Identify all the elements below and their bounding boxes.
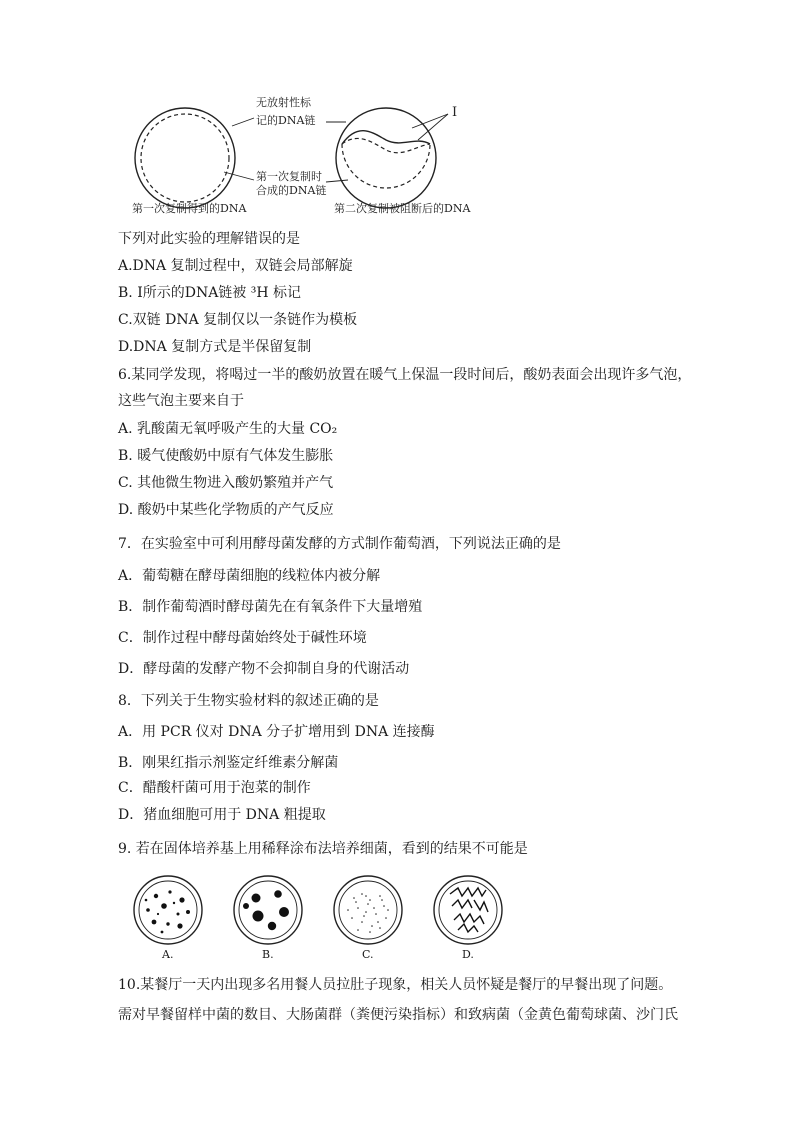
dish-label-a: A. [162,948,174,961]
caption-first-rep: 第一次复制得到的DNA [132,202,247,215]
leader-first-rep [224,172,254,180]
leader-roman-2 [418,114,448,140]
q7-stem: 7．在实验室中可利用酵母菌发酵的方式制作葡萄酒，下列说法正确的是 [118,536,561,552]
petri-dish-a [134,876,202,944]
q5-option-b: B. Ⅰ所示的DNA链被 ³H 标记 [118,285,302,301]
label-unlabeled-line1: 无放射性标 [256,96,311,109]
q6-option-d: D. 酸奶中某些化学物质的产气反应 [118,502,334,518]
q10-line1: 10.某餐厅一天内出现多名用餐人员拉肚子现象，相关人员怀疑是餐厅的早餐出现了问题。 [118,977,673,993]
q6-option-b: B. 暖气使酸奶中原有气体发生膨胀 [118,448,334,464]
bubble-strand-solid [342,131,430,144]
q8-option-d: D．猪血细胞可用于 DNA 粗提取 [118,807,326,823]
q8-option-b: B．刚果红指示剂鉴定纤维素分解菌 [118,755,339,771]
q8-option-a: A．用 PCR 仪对 DNA 分子扩增用到 DNA 连接酶 [118,724,435,740]
petri-dish-options [118,870,518,970]
q6-stem-line1: 6.某同学发现，将喝过一半的酸奶放置在暖气上保温一段时间后，酸奶表面会出现许多气泡， [118,367,692,383]
q7-option-d: D．酵母菌的发酵产物不会抑制自身的代谢活动 [118,661,410,677]
q7-option-b: B．制作葡萄酒时酵母菌先在有氧条件下大量增殖 [118,599,423,615]
q5-option-c: C.双链 DNA 复制仅以一条链作为模板 [118,312,358,328]
unlabeled-strand-left [135,108,235,208]
label-roman-i: Ⅰ [452,105,458,120]
label-first-rep-line1: 第一次复制时 [256,170,322,183]
petri-dish-d [434,876,502,944]
leader-right-inner [326,180,348,182]
q10-line2: 需对早餐留样中菌的数目、大肠菌群（粪便污染指标）和致病菌（金黄色葡萄球菌、沙门氏 [118,1007,678,1023]
dish-label-c: C. [362,948,374,961]
q9-stem: 9. 若在固体培养基上用稀释涂布法培养细菌，看到的结果不可能是 [118,841,528,857]
q6-option-c: C. 其他微生物进入酸奶繁殖并产气 [118,475,334,491]
q5-option-a: A.DNA 复制过程中，双链会局部解旋 [118,258,353,274]
label-first-rep-line2: 合成的DNA链 [256,184,327,197]
leader-roman-1 [412,114,448,128]
leader-unlabeled [232,118,254,126]
petri-dishes-svg [118,870,518,950]
q5-option-d: D.DNA 复制方式是半保留复制 [118,339,312,355]
q6-stem-line2: 这些气泡主要来自于 [118,393,244,409]
petri-dish-b [234,876,302,944]
q6-option-a: A. 乳酸菌无氧呼吸产生的大量 CO₂ [118,421,338,437]
label-unlabeled-line2: 记的DNA链 [256,114,316,127]
q7-option-a: A．葡萄糖在酵母菌细胞的线粒体内被分解 [118,568,381,584]
dish-label-b: B. [262,948,274,961]
first-rep-strand-left [141,114,229,202]
inner-strand-right [342,144,430,188]
dish-label-d: D. [462,948,474,961]
outer-strand-right [336,108,436,208]
caption-second-rep: 第二次复制被阻断后的DNA [334,202,471,215]
q8-stem: 8．下列关于生物实验材料的叙述正确的是 [118,693,379,709]
q8-option-c: C．醋酸杆菌可用于泡菜的制作 [118,780,311,796]
petri-dish-c [334,876,402,944]
q7-option-c: C．制作过程中酵母菌始终处于碱性环境 [118,630,367,646]
q5-stem: 下列对此实验的理解错误的是 [118,231,300,247]
dna-replication-figure [118,88,498,220]
